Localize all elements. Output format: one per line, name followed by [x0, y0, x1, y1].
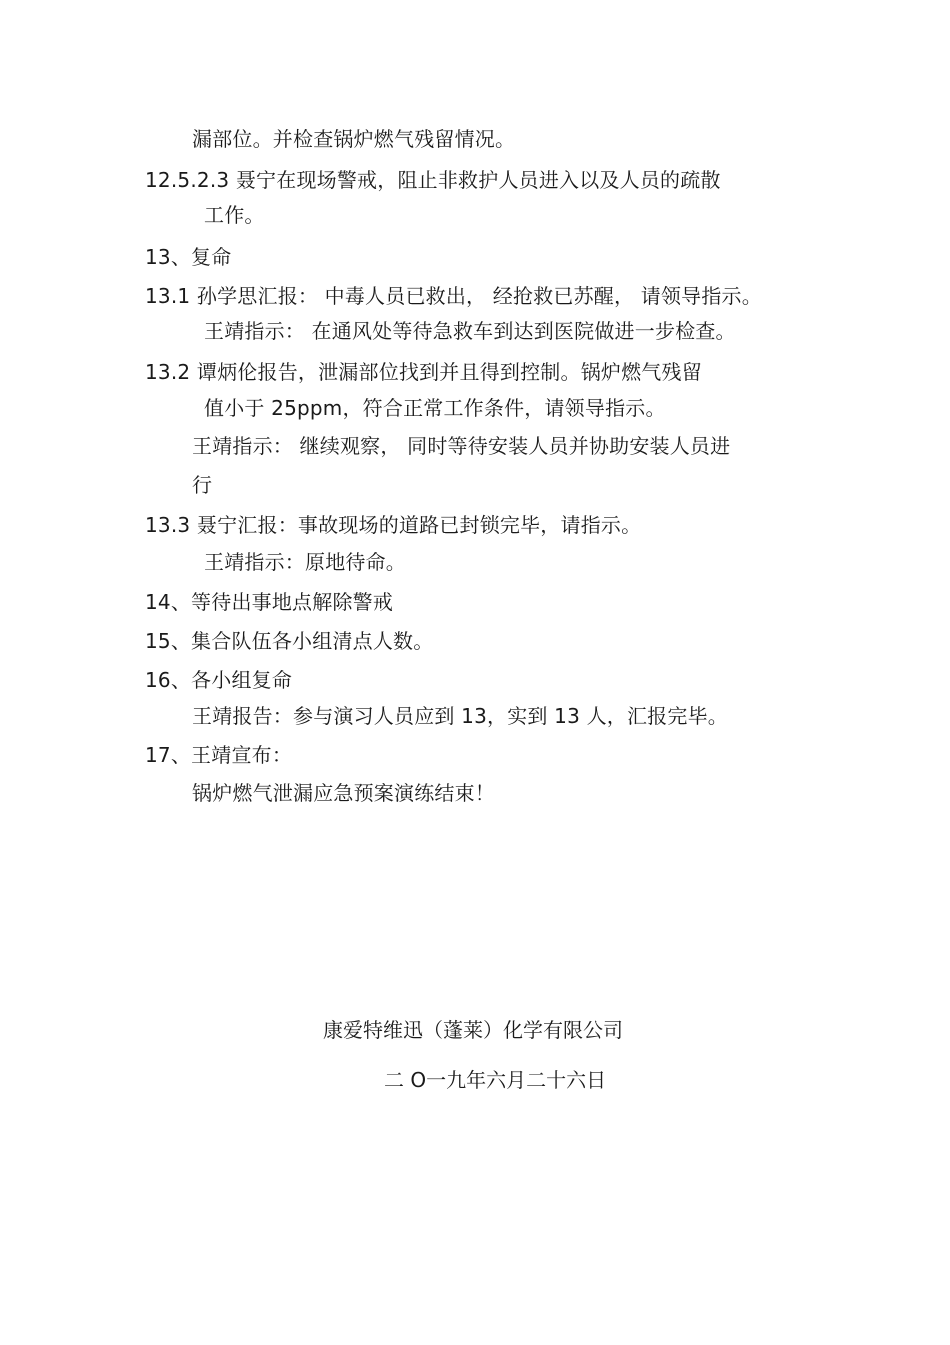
document-date: 二 O一九年六月二十六日 — [384, 1068, 607, 1092]
text-line: 王靖指示：原地待命。 — [204, 550, 406, 574]
text-line: 行 — [192, 473, 213, 497]
text-line: 工作。 — [204, 203, 265, 227]
text-line: 漏部位。并检查锅炉燃气残留情况。 — [192, 127, 516, 151]
section-heading: 15、集合队伍各小组清点人数。 — [145, 629, 434, 653]
text-line: 锅炉燃气泄漏应急预案演练结束！ — [192, 781, 495, 805]
section-heading: 16、各小组复命 — [145, 668, 293, 692]
text-line: 13.1 孙学思汇报： 中毒人员已救出， 经抢救已苏醒， 请领导指示。 — [145, 284, 762, 308]
text-line: 王靖指示： 在通风处等待急救车到达到医院做进一步检查。 — [204, 319, 736, 343]
text-line: 王靖报告：参与演习人员应到 13，实到 13 人，汇报完毕。 — [192, 704, 728, 728]
section-heading: 17、王靖宣布： — [145, 743, 293, 767]
text-line: 12.5.2.3 聂宁在现场警戒，阻止非救护人员进入以及人员的疏散 — [145, 168, 721, 192]
text-line: 值小于 25ppm，符合正常工作条件，请领导指示。 — [204, 396, 666, 420]
text-line: 王靖指示： 继续观察， 同时等待安装人员并协助安装人员进 — [192, 434, 731, 458]
text-line: 13.2 谭炳伦报告，泄漏部位找到并且得到控制。锅炉燃气残留 — [145, 360, 702, 384]
section-heading: 13、复命 — [145, 245, 232, 269]
company-name: 康爱特维迅（蓬莱）化学有限公司 — [323, 1018, 623, 1042]
text-line: 13.3 聂宁汇报：事故现场的道路已封锁完毕，请指示。 — [145, 513, 642, 537]
section-heading: 14、等待出事地点解除警戒 — [145, 590, 394, 614]
